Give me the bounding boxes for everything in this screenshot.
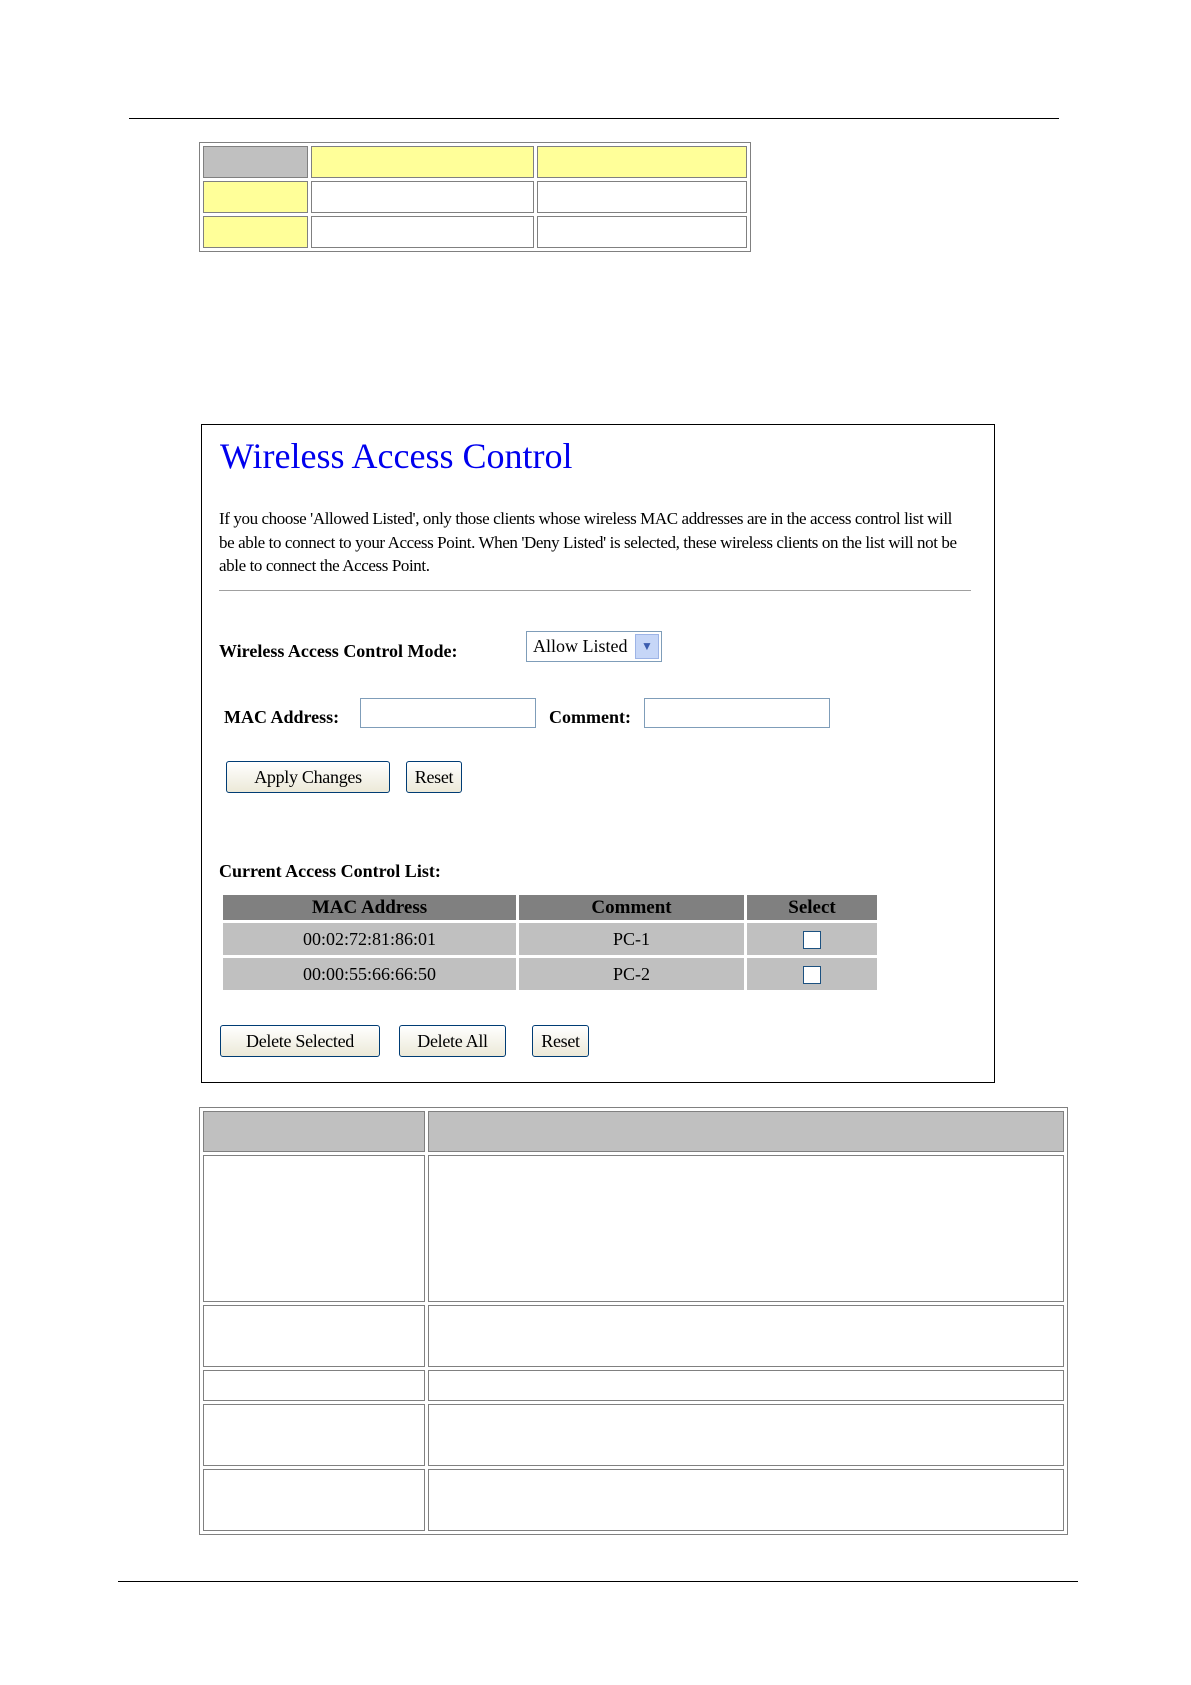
table-cell: [428, 1111, 1064, 1152]
table-cell: [203, 1469, 425, 1531]
select-checkbox[interactable]: [803, 966, 821, 984]
chevron-down-icon[interactable]: ▼: [635, 634, 659, 659]
mac-cell: 00:00:55:66:66:50: [223, 958, 516, 990]
select-cell: [747, 923, 877, 955]
mac-cell: 00:02:72:81:86:01: [223, 923, 516, 955]
column-header-comment: Comment: [519, 895, 744, 920]
delete-selected-button[interactable]: Delete Selected: [220, 1025, 380, 1057]
table-cell: [428, 1469, 1064, 1531]
mode-select-value: Allow Listed: [533, 636, 628, 656]
table-cell: [428, 1155, 1064, 1302]
comment-cell: PC-1: [519, 923, 744, 955]
table-cell: [428, 1305, 1064, 1367]
table-cell: [203, 1370, 425, 1401]
header-rule: [129, 118, 1059, 119]
table-row: [203, 1370, 1064, 1401]
table-row: [203, 181, 747, 213]
access-control-list-table: [220, 892, 880, 993]
table-cell: [203, 216, 308, 248]
mac-address-label: MAC Address:: [224, 707, 340, 727]
page-title: Wireless Access Control: [220, 436, 573, 476]
column-header-mac: MAC Address: [223, 895, 516, 920]
table-cell: [428, 1370, 1064, 1401]
footer-rule: [118, 1581, 1078, 1582]
comment-cell: PC-2: [519, 958, 744, 990]
wireless-access-control-panel: [201, 424, 995, 1083]
delete-all-button[interactable]: Delete All: [399, 1025, 506, 1057]
top-parameter-table: [199, 142, 751, 252]
select-checkbox[interactable]: [803, 931, 821, 949]
table-cell: [203, 1155, 425, 1302]
mode-select[interactable]: [526, 631, 662, 662]
table-row: [203, 1404, 1064, 1466]
access-control-list-label: Current Access Control List:: [219, 861, 441, 881]
table-cell: [311, 181, 534, 213]
table-cell: [537, 181, 747, 213]
comment-input[interactable]: [644, 698, 830, 728]
table-cell: [311, 216, 534, 248]
column-header-select: Select: [747, 895, 877, 920]
select-cell: [747, 958, 877, 990]
table-cell: [537, 216, 747, 248]
table-header-row: [223, 895, 877, 920]
table-cell: [203, 1111, 425, 1152]
table-row: [203, 1469, 1064, 1531]
apply-changes-button[interactable]: Apply Changes: [226, 761, 390, 793]
table-cell: [203, 146, 308, 178]
mode-label: Wireless Access Control Mode:: [219, 641, 458, 661]
table-cell: [311, 146, 534, 178]
mac-address-input[interactable]: [360, 698, 536, 728]
table-cell: [537, 146, 747, 178]
description-table: [199, 1107, 1068, 1535]
table-row: [203, 1305, 1064, 1367]
table-row: [203, 1155, 1064, 1302]
table-row: [203, 146, 747, 178]
table-cell: [428, 1404, 1064, 1466]
table-header-row: [203, 1111, 1064, 1152]
table-cell: [203, 1305, 425, 1367]
table-row: [203, 216, 747, 248]
table-row: [223, 923, 877, 955]
intro-text: If you choose 'Allowed Listed', only those clients whose wireless MAC addresses are in the access control list will be able to connect to your Access Point. When 'Deny Listed' is selected, these wireless clients on the list will not be able to connect the Access Point.: [219, 509, 957, 575]
table-cell: [203, 1404, 425, 1466]
table-row: [223, 958, 877, 990]
table-cell: [203, 181, 308, 213]
comment-label: Comment:: [549, 707, 631, 727]
reset-list-button[interactable]: Reset: [532, 1025, 589, 1057]
divider: [219, 590, 971, 591]
reset-button[interactable]: Reset: [406, 761, 462, 793]
